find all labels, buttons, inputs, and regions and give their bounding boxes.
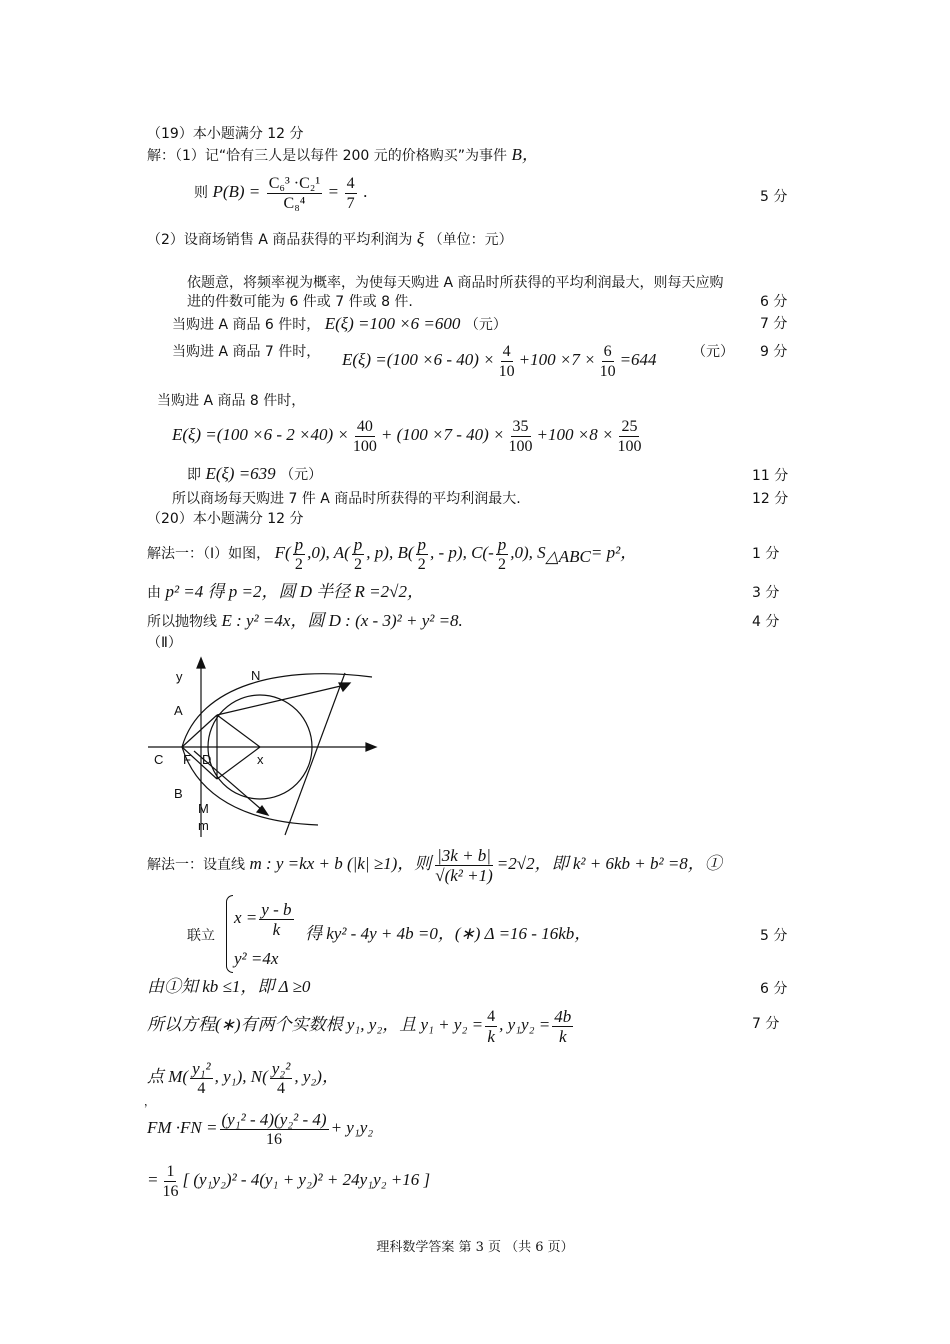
q20-m1-a: F( xyxy=(274,543,291,562)
fig-label-d: D xyxy=(202,752,212,767)
q20-score-6: 6 分 xyxy=(760,981,788,997)
page-footer: 理科数学答案 第 3 页 （共 6 页） xyxy=(376,1240,574,1255)
q19-buy7-frac2 xyxy=(598,342,618,381)
q20-roots-f2d: k xyxy=(558,1026,567,1046)
q20-sys-top-den: k xyxy=(272,919,281,939)
q20-score-4: 4 分 xyxy=(752,614,780,630)
q20-roots-text: 所以方程(∗)有两个实数根 y₁, y₂，且 y₁ + y₂ = xyxy=(147,1015,484,1034)
q20-m1-sub: △ABC xyxy=(545,546,591,566)
q20-frac-p2-a xyxy=(293,535,306,574)
q19-event-b: B， xyxy=(511,145,539,164)
q20-line2-expr: p² =4 得 p =2，圆 D 半径 R =2√2， xyxy=(165,582,424,601)
q20-fm-num: (y₁² - 4)(y₂² - 4) xyxy=(221,1109,327,1129)
q20-p-b: p xyxy=(353,534,363,554)
q19-conclusion: 所以商场每天购进 7 件 A 商品时所获得的平均利润最大. xyxy=(172,491,521,507)
q20-pts-f1n: y₁² xyxy=(192,1058,211,1078)
q20-fm-a: FM ·FN = xyxy=(147,1118,218,1137)
q19-buy8-f2d: 100 xyxy=(508,437,533,455)
q20-pts-c: , y₂)， xyxy=(294,1067,339,1086)
q19-buy8-expr xyxy=(172,412,645,459)
q19-score-11: 11 分 xyxy=(752,468,789,484)
q20-sys-brace xyxy=(226,895,233,973)
q20-sys-top-num: y - b xyxy=(261,899,292,919)
q20-pts-f2n: y₂² xyxy=(271,1058,291,1078)
q20-pts-frac2 xyxy=(270,1059,293,1098)
q20-pts-frac1 xyxy=(190,1059,213,1098)
q19-buy7-frac1 xyxy=(497,342,517,381)
x-axis-arrow xyxy=(366,743,376,751)
q20-line2 xyxy=(147,583,424,602)
q20-p-c: p xyxy=(417,534,427,554)
q20-fm-line xyxy=(147,1106,373,1151)
fig-label-n: N xyxy=(251,668,261,683)
q19-pb-dot: . xyxy=(363,182,368,201)
q19-buy6-expr: E(ξ) =100 ×6 =600 xyxy=(324,314,461,333)
q20-pts-b: , y₁), N( xyxy=(214,1067,268,1086)
q20-roots-f2n: 4b xyxy=(554,1006,572,1026)
fig-label-c: C xyxy=(154,752,164,767)
parabola xyxy=(182,674,372,825)
q20-roots-f1d: k xyxy=(487,1026,495,1046)
q19-part2-unit: （单位：元） xyxy=(428,232,513,248)
q20-s-line1-b: =2√2，即 k² + 6kb + b² =8，① xyxy=(496,854,722,873)
q20-last-b: [ (y₁y₂)² - 4(y₁ + y₂)² + 24y₁y₂ +16 ] xyxy=(182,1170,431,1189)
q20-m1-c: , p), B( xyxy=(366,543,414,562)
q19-pb-res-den: 7 xyxy=(346,194,355,212)
q20-score-7: 7 分 xyxy=(752,1016,780,1032)
q19-buy8-frac2 xyxy=(507,417,535,456)
q19-pb-den: C₈⁴ xyxy=(283,194,306,212)
q20-score-3: 3 分 xyxy=(752,585,780,601)
q19-buy8-f1n: 40 xyxy=(356,417,373,435)
fig-label-m-upper: M xyxy=(198,801,209,816)
line-a-x xyxy=(217,715,260,747)
q19-buy8-f1d: 100 xyxy=(352,437,377,455)
fig-label-y: y xyxy=(176,669,183,684)
q20-last-frac xyxy=(160,1162,180,1201)
q20-roots-frac2 xyxy=(552,1007,573,1046)
q20-last-num: 1 xyxy=(166,1162,175,1180)
q19-result-expr: E(ξ) =639 xyxy=(205,464,276,483)
q19-score-12: 12 分 xyxy=(752,491,789,507)
q20-m1-d: , - p), C(- xyxy=(430,543,494,562)
q20-sys-bottom: y² =4x xyxy=(234,949,279,968)
q19-buy7-a: E(ξ) =(100 ×6 - 40) × xyxy=(342,350,495,369)
q20-m1-f: = p²， xyxy=(590,543,638,562)
q20-last-a: = xyxy=(147,1170,159,1189)
fig-label-f: F xyxy=(183,752,191,767)
q19-buy7-f1n: 4 xyxy=(502,342,511,360)
arrow-n xyxy=(339,683,350,691)
q20-points-line xyxy=(147,1054,339,1101)
q19-buy7-expr xyxy=(342,340,657,381)
q20-two-a: 2 xyxy=(294,555,303,573)
q19-pb-res-num: 4 xyxy=(346,174,355,192)
q20-stray-mark: ， xyxy=(144,1095,155,1108)
q20-two-b: 2 xyxy=(354,555,363,573)
fig-label-x: x xyxy=(257,752,264,767)
q20-pts-a: 点 M( xyxy=(147,1067,189,1086)
q19-solution-intro xyxy=(147,146,539,165)
q20-m1-text: 解法一：（Ⅰ）如图， xyxy=(147,546,271,562)
q19-buy7-text: 当购进 A 商品 7 件时， xyxy=(172,344,321,360)
q19-intro-text: 解：（1）记“恰有三人是以每件 200 元的价格购买”为事件 xyxy=(147,148,508,164)
q20-header: （20）本小题满分 12 分 xyxy=(147,511,304,527)
q20-p-d: p xyxy=(497,534,507,554)
q19-buy6 xyxy=(172,315,507,334)
q19-result-text: 即 xyxy=(187,467,201,483)
line-b-x xyxy=(217,747,260,779)
q20-last-line xyxy=(147,1158,430,1203)
q20-roots-frac1 xyxy=(485,1007,497,1046)
y-axis-arrow xyxy=(197,658,205,668)
q20-pts-f2d: 4 xyxy=(277,1079,286,1097)
q20-sys-top-frac xyxy=(259,900,293,939)
q19-pb-fraction xyxy=(267,174,322,213)
q20-m1-e: ,0), S xyxy=(510,543,546,562)
q20-sys-top xyxy=(234,898,296,939)
q20-roots-line xyxy=(147,1002,575,1049)
q20-frac-p2-c xyxy=(416,535,429,574)
q20-fm-frac xyxy=(220,1110,329,1149)
q19-pb-line xyxy=(194,172,367,213)
q20-two-c: 2 xyxy=(417,555,426,573)
q20-sys-label: 联立 xyxy=(187,928,215,944)
q20-fm-b: + y₁y₂ xyxy=(330,1118,374,1137)
q19-buy8-f2n: 35 xyxy=(512,417,529,435)
q20-sys-after: 得 ky² - 4y + 4b =0，(∗) Δ =16 - 16kb， xyxy=(305,924,592,943)
q20-sys-top-lhs: x = xyxy=(234,908,258,927)
q19-pb-eq: = xyxy=(328,182,339,201)
q19-pb-expr: P(B) = xyxy=(212,182,261,201)
q19-buy8-f3d: 100 xyxy=(617,437,642,455)
fig-label-b: B xyxy=(174,786,183,801)
q19-xi: ξ xyxy=(416,229,425,248)
line-c-a xyxy=(182,715,217,747)
q20-part1-line1 xyxy=(147,533,637,577)
q19-score-6: 6 分 xyxy=(760,294,788,310)
q19-buy7-f2d: 10 xyxy=(599,362,616,380)
q19-part2-text: （2）设商场销售 A 商品获得的平均利润为 xyxy=(147,232,413,248)
q19-buy7-f2n: 6 xyxy=(603,342,612,360)
q20-line3-a: 所以抛物线 xyxy=(147,614,217,630)
q20-line3 xyxy=(147,612,463,631)
q19-para-line1: 依题意，将频率视为概率，为使每天购进 A 商品时所获得的平均利润最大，则每天应购 xyxy=(187,275,724,291)
q20-s-line1-expr: m : y =kx + b (|k| ≥1)，则 xyxy=(249,854,432,873)
q19-buy6-text: 当购进 A 商品 6 件时， xyxy=(172,317,321,333)
q20-two-d: 2 xyxy=(498,555,506,573)
q19-score-7: 7 分 xyxy=(760,316,788,332)
q19-buy7-c: =644 xyxy=(619,350,657,369)
q20-distance-frac xyxy=(433,846,495,885)
q19-buy7-unit: （元） xyxy=(692,344,734,360)
q20-last-den: 16 xyxy=(162,1182,179,1200)
q20-frac-p2-d xyxy=(496,535,509,574)
q20-fm-den: 16 xyxy=(266,1130,283,1148)
q20-s-line1 xyxy=(147,840,722,889)
q20-score-5: 5 分 xyxy=(760,928,788,944)
q20-kb-line: 由①知 kb ≤1，即 Δ ≥0 xyxy=(147,977,311,996)
q20-m1-b: ,0), A( xyxy=(307,543,350,562)
q19-buy8-f3n: 25 xyxy=(621,417,638,435)
q20-roots-f1n: 4 xyxy=(487,1007,496,1025)
q19-buy8-a: E(ξ) =(100 ×6 - 2 ×40) × xyxy=(172,425,349,444)
q19-pb-num: C₆³ ·C₂¹ xyxy=(268,174,321,192)
q20-dist-den: √(k² +1) xyxy=(435,865,493,885)
q20-dist-num: |3k + b| xyxy=(437,845,491,865)
q20-line3-expr: E : y² =4x，圆 D : (x - 3)² + y² =8. xyxy=(221,611,463,630)
q20-pts-f1d: 4 xyxy=(197,1079,206,1097)
q19-result xyxy=(187,465,322,484)
q20-score-1: 1 分 xyxy=(752,546,780,562)
q19-buy8-c: +100 ×8 × xyxy=(536,425,614,444)
q19-header: （19）本小题满分 12 分 xyxy=(147,126,304,142)
q19-buy7-f1d: 10 xyxy=(498,362,515,380)
q19-score-5: 5 分 xyxy=(760,189,788,205)
q19-buy8-text: 当购进 A 商品 8 件时， xyxy=(157,393,306,409)
q19-result-unit: （元） xyxy=(280,467,323,483)
fig-label-m-lower: m xyxy=(198,818,209,833)
q20-roots-mid: , y₁y₂ = xyxy=(499,1015,551,1034)
q19-score-9: 9 分 xyxy=(760,344,788,360)
q19-part2 xyxy=(147,230,513,249)
q19-buy8-frac1 xyxy=(351,417,379,456)
q20-frac-p2-b xyxy=(352,535,365,574)
q19-pb-prefix: 则 xyxy=(194,185,208,201)
q19-buy6-unit: （元） xyxy=(464,317,507,333)
q19-buy8-frac3 xyxy=(615,417,643,456)
q19-buy8-b: + (100 ×7 - 40) × xyxy=(380,425,505,444)
fig-label-a: A xyxy=(174,703,183,718)
q20-line2-a: 由 xyxy=(147,585,161,601)
q20-s-line1-text: 解法一：设直线 xyxy=(147,857,245,873)
q20-p-a: p xyxy=(294,534,304,554)
q19-buy7-b: +100 ×7 × xyxy=(518,350,596,369)
q20-part2: （Ⅱ） xyxy=(147,635,182,651)
q19-pb-result xyxy=(345,174,357,213)
q19-para-line2: 进的件数可能为 6 件或 7 件或 8 件. xyxy=(187,294,413,310)
